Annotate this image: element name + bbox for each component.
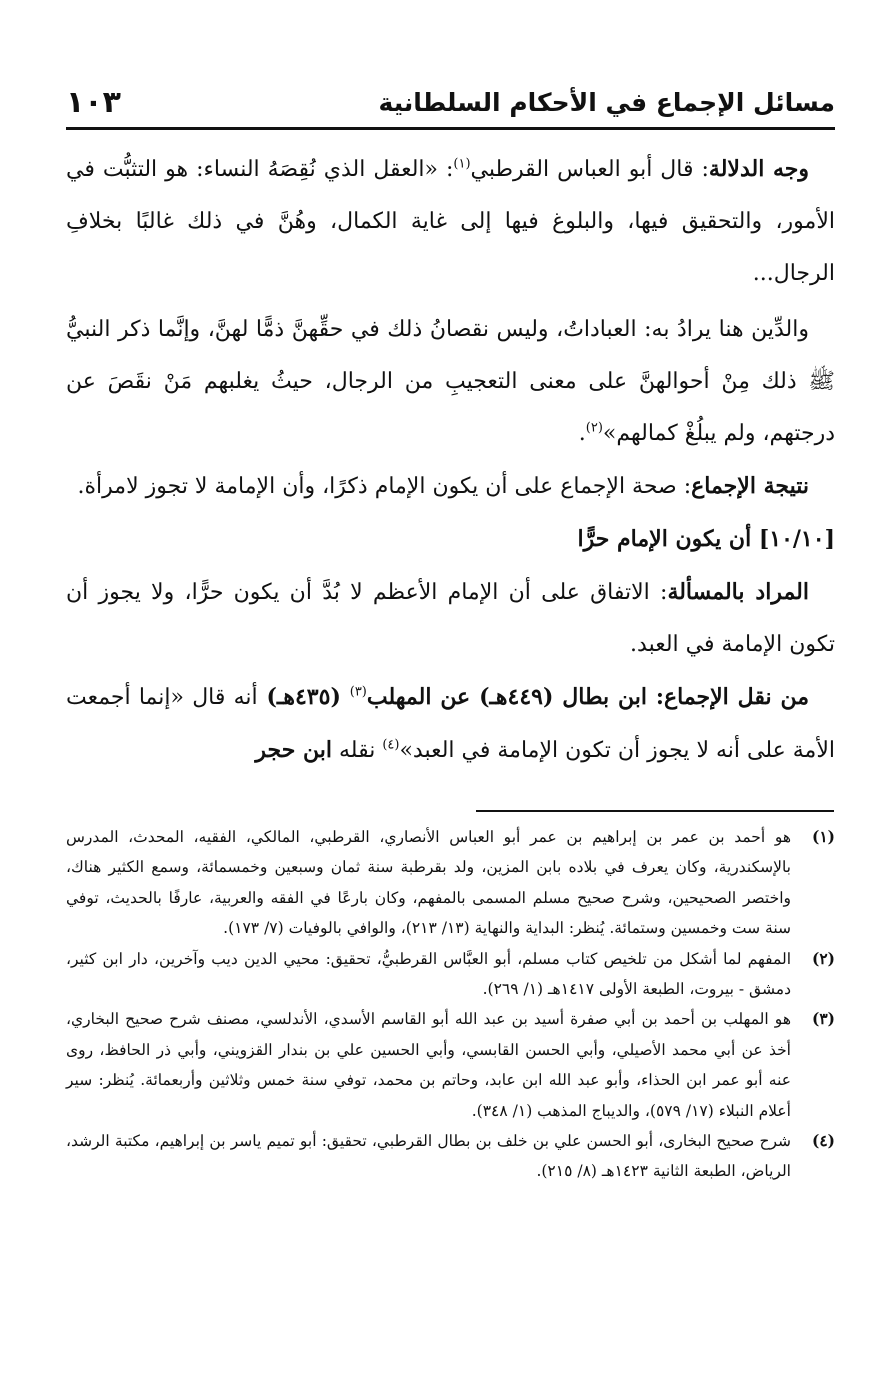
- footnote-ref-3[interactable]: (٣): [349, 684, 367, 700]
- paragraph-consensus-result: [66, 460, 835, 513]
- footnote-item: [66, 944, 835, 1005]
- footnote-item: [66, 1004, 835, 1126]
- footnote-number: (٣): [811, 1009, 835, 1029]
- footnote-text: هو المهلب بن أحمد بن أبي صفرة أسيد بن عبد الله أبو القاسم الأسدي، الأندلسي، مصنف شرح صحيح البخاري، أخذ عن أبي محمد الأصيلي، وأبي الحسن القابسي، وأبي الحسين علي بن بندار القزويني، وأبي ذر الحافظ، روى عنه أبو عمر ابن الحذاء، وأبو عبد الله ابن عابد، وحاتم بن محمد، توفي سنة خمس وثلاثين وأربعمائة. يُنظر: سير أعلام النبلاء (١٧/ ٥٧٩)، والديباج المذهب (١/ ٣٤٨).: [66, 1010, 791, 1120]
- section-heading-text: [١٠/١٠] أن يكون الإمام حرًّا: [577, 526, 835, 552]
- footnote-number: (٤): [811, 1131, 835, 1151]
- section-heading: [66, 513, 835, 566]
- religion-text: والدِّين هنا يرادُ به: العباداتُ، وليس نقصانُ ذلك في حقِّهنَّ ذمًّا لهنَّ، وإنَّما ذكر النبيُّ ﷺ ذلك مِنْ أحوالهنَّ على معنى التعجيبِ من الرجال، حيثُ يغلبهم مَنْ نقَصَ عن درجتهم، ولم يبلُغْ كمالهم»: [66, 317, 835, 446]
- main-text: [66, 143, 835, 777]
- transmitters-label: من نقل الإجماع: ابن بطال (٤٤٩هـ) عن المهلب: [366, 684, 809, 710]
- paragraph-religion: [66, 304, 835, 460]
- paragraph-transmitters: [66, 671, 835, 777]
- paragraph-evidence: [66, 143, 835, 300]
- footnote-separator: [476, 810, 834, 812]
- transmitters-text: نقله: [332, 738, 383, 763]
- result-label: نتيجة الإجماع: [691, 473, 809, 499]
- meaning-label: المراد بالمسألة: [667, 579, 809, 605]
- footnote-number: (١): [811, 827, 835, 846]
- footnote-text: هو أحمد بن عمر بن إبراهيم بن عمر أبو العباس الأنصاري، القرطبي، المالكي، الفقيه، المحدث، المدرس بالإسكندرية، وكان يعرف في بلاده بابن المزين، ولد بقرطبة سنة ثمان وسبعين وخمسمائة، وسمع الكثير هناك، واختصر الصحيحين، وشرح صحيح مسلم المسمى بالمفهم، وكان بارعًا في الفقه والعربية، عارفًا بالحديث، توفي سنة ست وخمسين وستمائة. يُنظر: البداية والنهاية (١٣/ ٢١٣)، والوافي بالوفيات (٧/ ١٧٣).: [66, 828, 791, 938]
- footnote-text: المفهم لما أشكل من تلخيص كتاب مسلم، أبو العبَّاس القرطبيُّ، تحقيق: محيي الدين ديب وآخرين، دار ابن كثير، دمشق - بيروت، الطبعة الأولى ١٤١٧هـ (١/ ٢٦٩).: [66, 949, 791, 999]
- page-number: ١٠٣: [66, 84, 121, 120]
- running-title: مسائل الإجماع في الأحكام السلطانية: [378, 87, 835, 117]
- evidence-text-a: قال أبو العباس القرطبي: [470, 157, 694, 182]
- evidence-colon: :: [693, 157, 709, 182]
- meaning-text: : الاتفاق على أن الإمام الأعظم لا بُدَّ أن يكون حرًّا، ولا يجوز أن تكون الإمامة في العبد.: [66, 580, 835, 657]
- footnotes: [66, 822, 835, 1187]
- religion-end: .: [578, 421, 586, 446]
- result-text: : صحة الإجماع على أن يكون الإمام ذكرًا، وأن الإمامة لا تجوز لامرأة.: [77, 474, 692, 499]
- header-rule: [66, 127, 835, 130]
- footnote-item: [66, 1126, 835, 1187]
- footnote-ref-4[interactable]: (٤): [382, 737, 400, 753]
- evidence-label: وجه الدلالة: [708, 156, 810, 182]
- footnote-item: [66, 822, 835, 944]
- footnote-text: شرح صحيح البخارى، أبو الحسن علي بن خلف بن بطال القرطبي، تحقيق: أبو تميم ياسر بن إبراهيم، مكتبة الرشد، الرياض، الطبعة الثانية ١٤٢٣هـ (٨/ ٢١٥).: [66, 1132, 791, 1181]
- footnote-ref-2[interactable]: (٢): [585, 420, 603, 436]
- page-header: [66, 78, 835, 126]
- transmitters-bold-end: ابن حجر: [255, 737, 332, 763]
- footnote-ref-1[interactable]: (١): [453, 156, 471, 172]
- transmitters-quote: أنه قال «إنما أجمعت الأمة على أنه لا يجوز أن تكون الإمامة في العبد»: [66, 685, 835, 763]
- transmitters-date: (٤٣٥هـ): [257, 684, 350, 710]
- evidence-text-b: : «العقل الذي نُقِصَهُ النساء: هو التثبُّت في الأمور، والتحقيق فيها، والبلوغ فيها إلى غاية الكمال، وهُنَّ في ذلك غالبًا بخلافِ الرجال...: [66, 157, 835, 286]
- footnote-number: (٢): [811, 948, 835, 968]
- paragraph-meaning: [66, 566, 835, 671]
